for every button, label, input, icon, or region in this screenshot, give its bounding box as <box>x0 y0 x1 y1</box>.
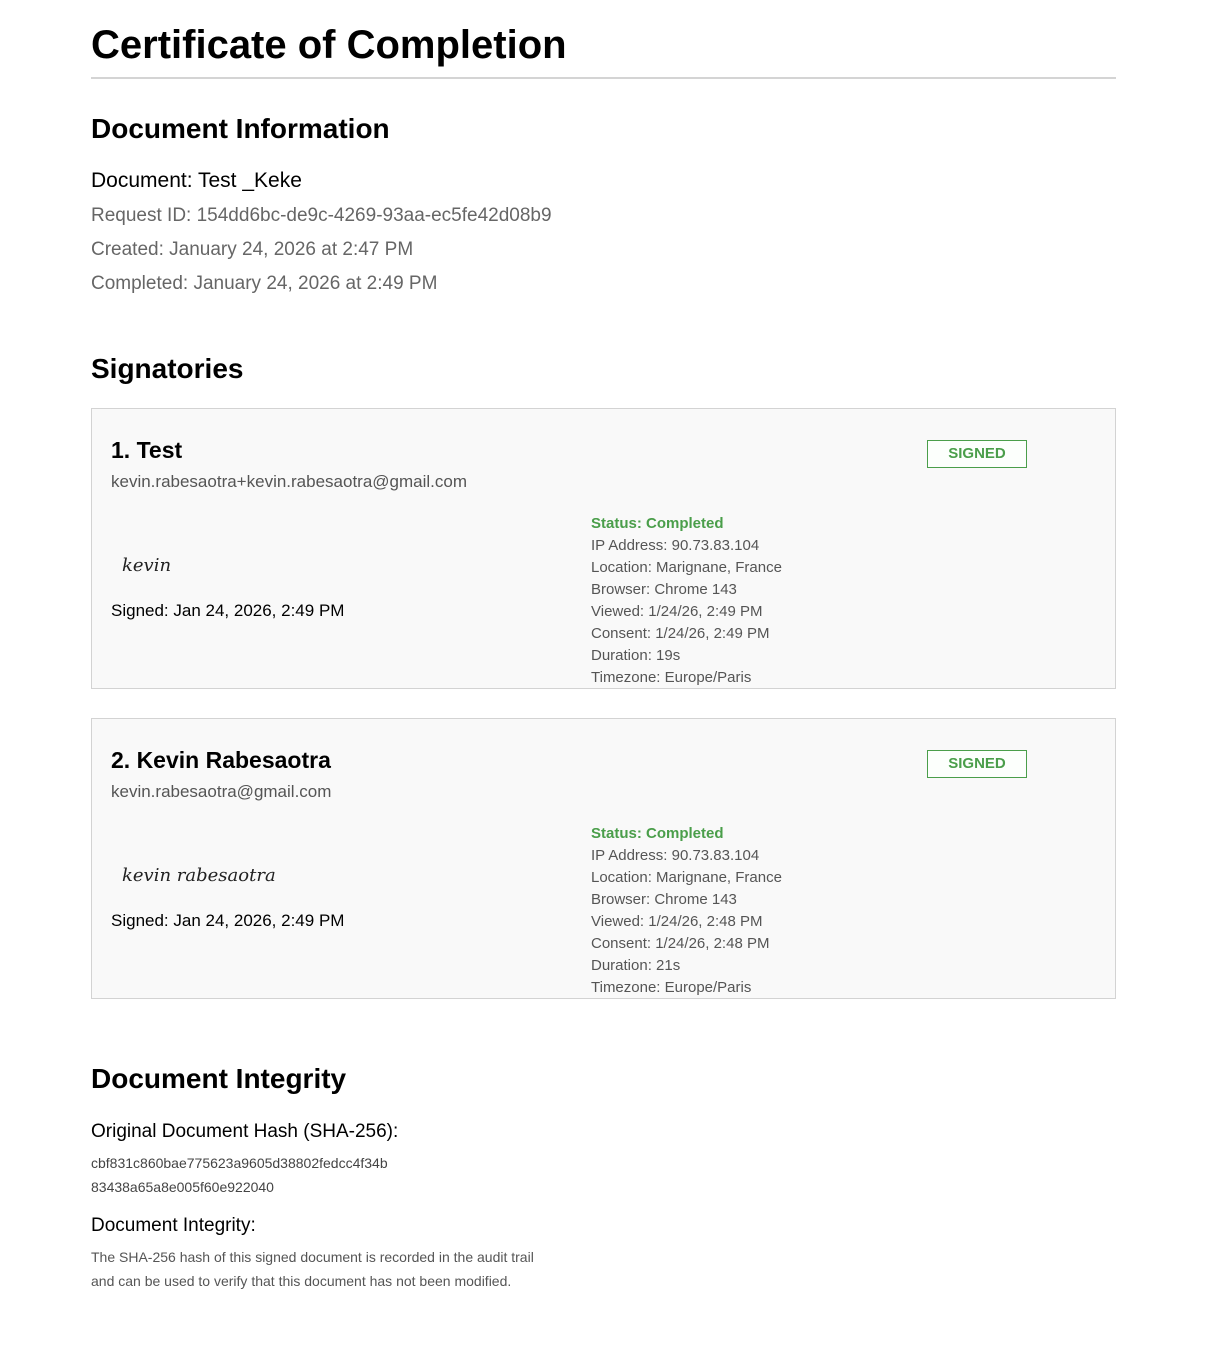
hash-label: Original Document Hash (SHA-256): <box>91 1121 399 1142</box>
signed-date: Signed: Jan 24, 2026, 2:49 PM <box>111 601 345 620</box>
created-date: Created: January 24, 2026 at 2:47 PM <box>91 239 414 260</box>
signature-image <box>118 855 378 891</box>
title-divider <box>91 77 1116 79</box>
duration: Duration: 21s <box>591 957 681 974</box>
consent-date: Consent: 1/24/26, 2:48 PM <box>591 935 770 952</box>
status-text: Status: Completed <box>591 825 724 842</box>
signature-text: kevin <box>122 555 172 576</box>
integrity-label: Document Integrity: <box>91 1215 256 1236</box>
viewed-date: Viewed: 1/24/26, 2:49 PM <box>591 603 763 620</box>
ip-address: IP Address: 90.73.83.104 <box>591 537 760 554</box>
signed-date: Signed: Jan 24, 2026, 2:49 PM <box>111 911 345 930</box>
request-id: Request ID: 154dd6bc-de9c-4269-93aa-ec5fe42d08b9 <box>91 205 552 226</box>
signature-text: kevin rabesaotra <box>122 865 276 886</box>
signatories-heading: Signatories <box>91 353 244 384</box>
signatory-details <box>591 513 782 689</box>
document-integrity-heading: Document Integrity <box>91 1063 347 1094</box>
document-name: Document: Test _Keke <box>91 169 302 192</box>
signatory-details <box>591 823 782 999</box>
signatory-email: kevin.rabesaotra@gmail.com <box>111 782 332 801</box>
signature-image <box>118 545 318 581</box>
signatory-card <box>91 408 1116 689</box>
consent-date: Consent: 1/24/26, 2:49 PM <box>591 625 770 642</box>
integrity-note: and can be used to verify that this document has not been modified. <box>91 1273 512 1289</box>
status-text: Status: Completed <box>591 515 724 532</box>
timezone: Timezone: Europe/Paris <box>591 669 752 686</box>
integrity-note: The SHA-256 hash of this signed document is recorded in the audit trail <box>91 1249 534 1265</box>
browser: Browser: Chrome 143 <box>591 581 737 598</box>
signatory-name: 1. Test <box>111 437 183 463</box>
ip-address: IP Address: 90.73.83.104 <box>591 847 760 864</box>
hash-value-line: cbf831c860bae775623a9605d38802fedcc4f34b <box>91 1155 388 1171</box>
duration: Duration: 19s <box>591 647 681 664</box>
completed-date: Completed: January 24, 2026 at 2:49 PM <box>91 273 438 294</box>
browser: Browser: Chrome 143 <box>591 891 737 908</box>
signatory-name: 2. Kevin Rabesaotra <box>111 747 331 773</box>
signed-badge: SIGNED <box>927 750 1027 778</box>
hash-value-line: 83438a65a8e005f60e922040 <box>91 1179 274 1195</box>
signatory-email: kevin.rabesaotra+kevin.rabesaotra@gmail.com <box>111 472 468 491</box>
document-information-heading: Document Information <box>91 113 390 144</box>
location: Location: Marignane, France <box>591 559 782 576</box>
timezone: Timezone: Europe/Paris <box>591 979 752 996</box>
location: Location: Marignane, France <box>591 869 782 886</box>
viewed-date: Viewed: 1/24/26, 2:48 PM <box>591 913 763 930</box>
page-title: Certificate of Completion <box>91 23 567 67</box>
signed-badge: SIGNED <box>927 440 1027 468</box>
signatory-card <box>91 718 1116 999</box>
